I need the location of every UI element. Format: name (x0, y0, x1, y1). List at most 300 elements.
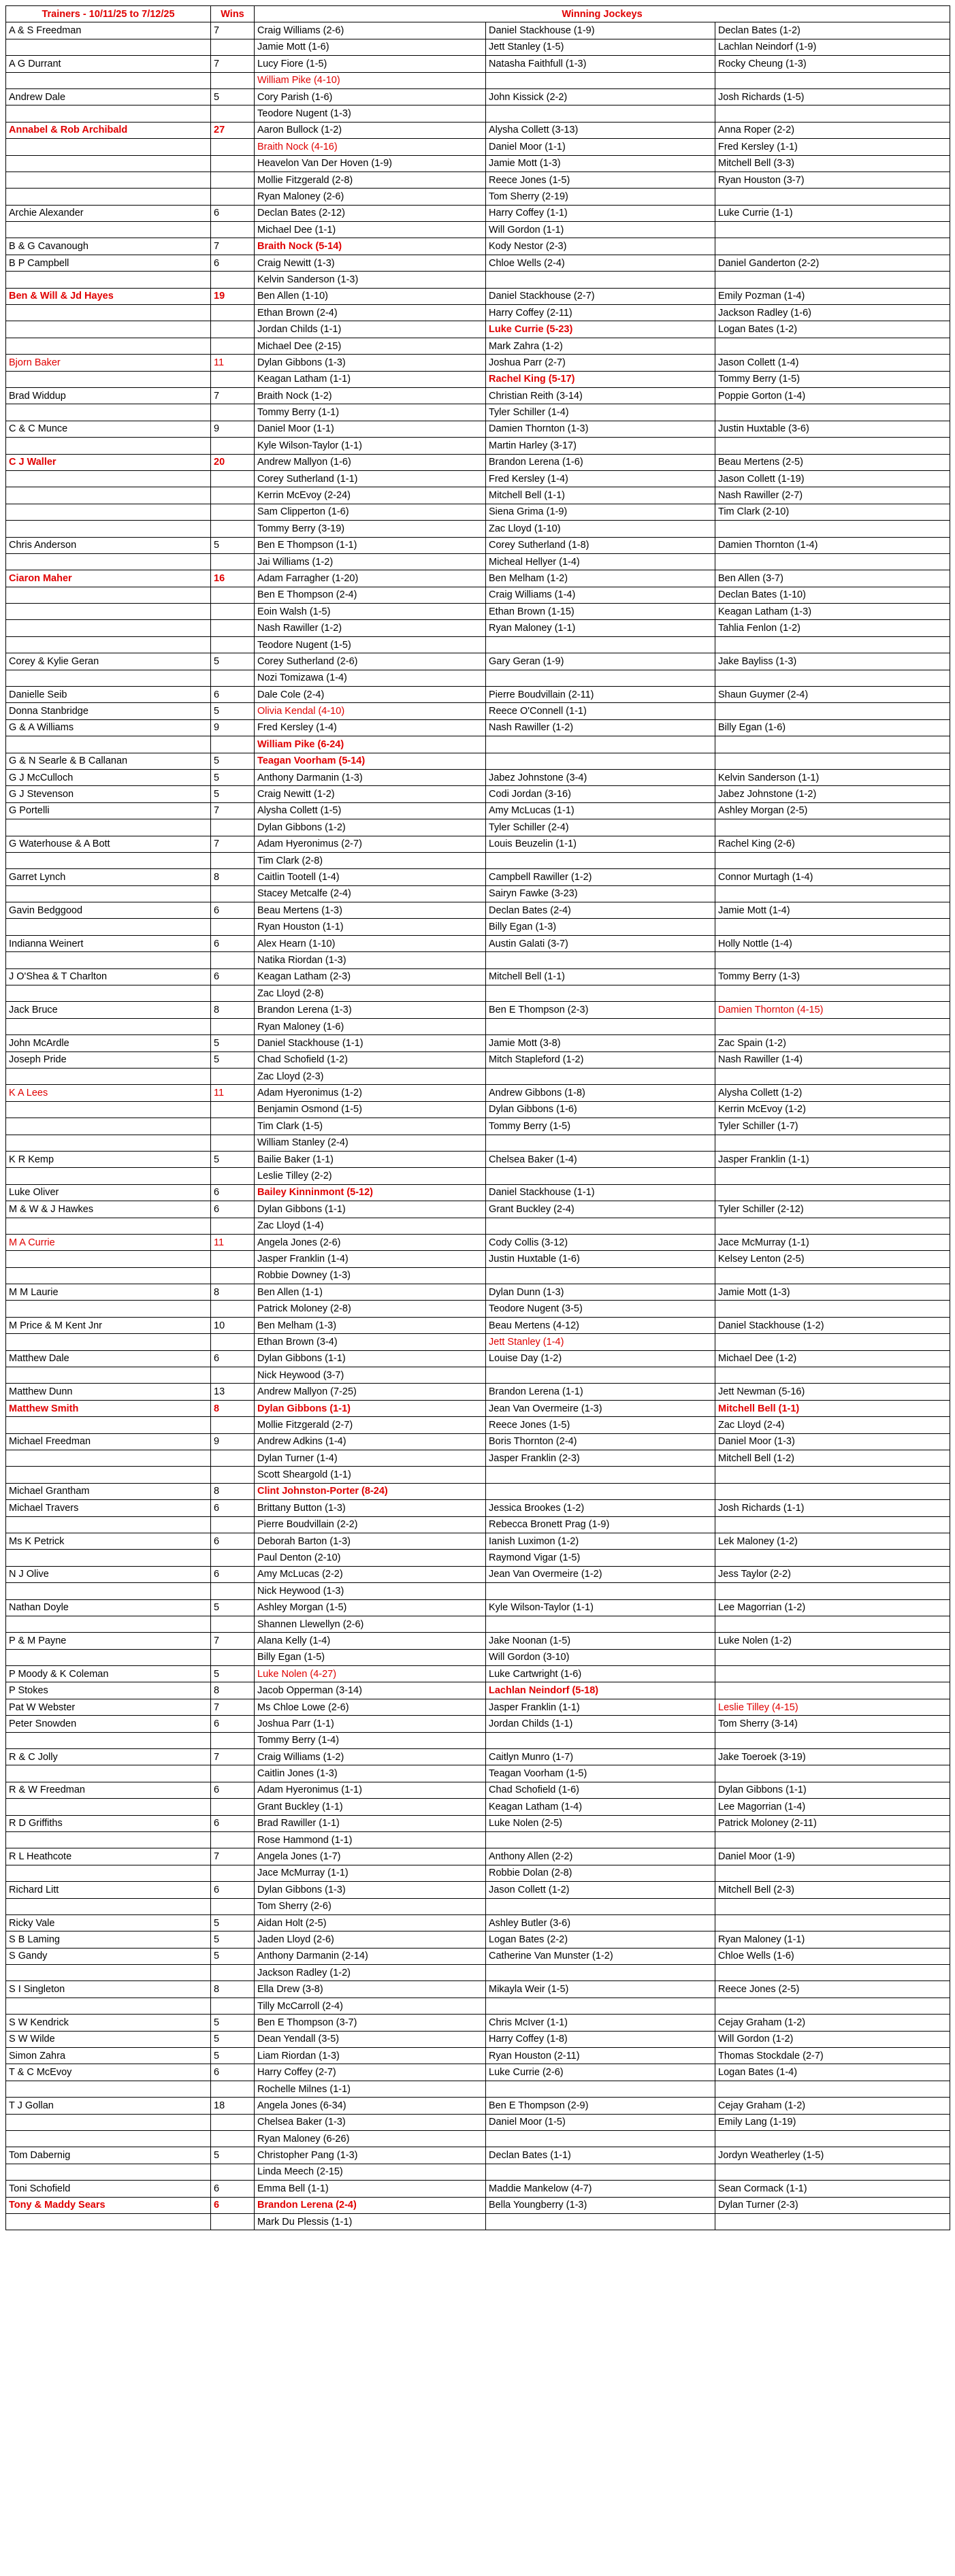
jockey-cell: Ms Chloe Lowe (2-6) (255, 1699, 486, 1715)
jockey-cell: Grant Buckley (1-1) (255, 1799, 486, 1815)
trainer-cell (6, 1998, 211, 2014)
trainer-cell: Chris Anderson (6, 537, 211, 553)
trainer-cell: G J Stevenson (6, 786, 211, 802)
wins-cell: 6 (211, 1533, 255, 1549)
wins-cell (211, 371, 255, 387)
jockey-cell: Jake Bayliss (1-3) (715, 653, 950, 670)
trainer-cell (6, 1267, 211, 1284)
jockey-cell: Jamie Mott (1-6) (255, 39, 486, 55)
trainer-cell (6, 1101, 211, 1118)
jockey-cell: Luke Currie (2-6) (486, 2064, 715, 2081)
wins-cell (211, 39, 255, 55)
table-row (6, 2181, 950, 2197)
jockey-cell: Will Gordon (1-2) (715, 2031, 950, 2047)
wins-cell: 7 (211, 1848, 255, 1865)
table-row (6, 1085, 950, 1101)
table-row (6, 1417, 950, 1433)
table-row (6, 2164, 950, 2180)
wins-cell (211, 321, 255, 338)
wins-cell: 6 (211, 1184, 255, 1201)
jockey-cell: Ethan Brown (1-15) (486, 604, 715, 620)
trainer-cell (6, 2081, 211, 2097)
table-row (6, 985, 950, 1002)
trainer-cell (6, 321, 211, 338)
jockey-cell: Lee Magorrian (1-2) (715, 1599, 950, 1616)
jockey-cell: Austin Galati (3-7) (486, 935, 715, 951)
wins-cell (211, 155, 255, 172)
trainer-cell: S I Singleton (6, 1981, 211, 1998)
jockey-cell: Rochelle Milnes (1-1) (255, 2081, 486, 2097)
wins-cell: 27 (211, 122, 255, 138)
trainer-cell: M Price & M Kent Jnr (6, 1317, 211, 1333)
jockey-cell: Keagan Latham (1-1) (255, 371, 486, 387)
trainer-cell: J O'Shea & T Charlton (6, 968, 211, 985)
jockey-cell: Ben E Thompson (2-4) (255, 587, 486, 603)
wins-cell: 5 (211, 1666, 255, 1682)
wins-cell (211, 1135, 255, 1151)
jockey-cell: Kyle Wilson-Taylor (1-1) (255, 438, 486, 454)
jockey-cell: Dylan Turner (1-4) (255, 1450, 486, 1466)
jockey-cell: Benjamin Osmond (1-5) (255, 1101, 486, 1118)
jockey-cell (715, 189, 950, 205)
jockey-cell: Damien Thornton (1-3) (486, 421, 715, 437)
trainer-cell (6, 2213, 211, 2230)
wins-cell: 6 (211, 1500, 255, 1516)
wins-cell: 7 (211, 238, 255, 255)
jockey-cell (715, 1732, 950, 1748)
wins-cell (211, 2131, 255, 2147)
jockey-cell: Reece Jones (1-5) (486, 1417, 715, 1433)
jockey-cell: Mikayla Weir (1-5) (486, 1981, 715, 1998)
wins-cell: 5 (211, 786, 255, 802)
jockey-cell: Reece O'Connell (1-1) (486, 703, 715, 719)
jockey-cell: Beau Mertens (1-3) (255, 902, 486, 919)
jockey-cell (715, 404, 950, 421)
trainer-cell: B P Campbell (6, 255, 211, 271)
jockey-cell: Keagan Latham (1-3) (715, 604, 950, 620)
jockey-cell: Gary Geran (1-9) (486, 653, 715, 670)
table-row (6, 719, 950, 736)
wins-cell (211, 919, 255, 935)
trainer-cell: Matthew Smith (6, 1400, 211, 1416)
jockey-cell: Fred Kersley (1-4) (255, 719, 486, 736)
wins-cell (211, 1616, 255, 1632)
jockey-cell (486, 670, 715, 686)
wins-cell (211, 553, 255, 570)
jockey-cell: Micheal Hellyer (1-4) (486, 553, 715, 570)
trainer-cell: T & C McEvoy (6, 2064, 211, 2081)
jockey-cell: Jace McMurray (1-1) (715, 1234, 950, 1250)
trainer-cell (6, 1649, 211, 1665)
jockey-cell: Michael Dee (1-2) (715, 1350, 950, 1367)
table-row (6, 1831, 950, 1848)
jockey-cell (715, 553, 950, 570)
jockey-cell (486, 1135, 715, 1151)
table-row (6, 122, 950, 138)
jockey-cell (486, 2213, 715, 2230)
jockey-cell (486, 985, 715, 1002)
jockey-cell: Billy Egan (1-6) (715, 719, 950, 736)
trainer-cell: R L Heathcote (6, 1848, 211, 1865)
jockey-cell: Paul Denton (2-10) (255, 1550, 486, 1566)
jockey-cell: Corey Sutherland (1-8) (486, 537, 715, 553)
trainer-cell (6, 620, 211, 636)
jockey-cell (715, 1018, 950, 1034)
table-row (6, 1284, 950, 1301)
jockey-cell: Jasper Franklin (2-3) (486, 1450, 715, 1466)
table-row (6, 1782, 950, 1798)
wins-cell: 5 (211, 1931, 255, 1948)
table-row (6, 2213, 950, 2230)
jockey-cell: Michael Dee (2-15) (255, 338, 486, 354)
jockey-cell: Leslie Tilley (4-15) (715, 1699, 950, 1715)
jockey-cell (715, 670, 950, 686)
jockey-cell (715, 1550, 950, 1566)
wins-cell: 19 (211, 288, 255, 304)
trainer-cell: Corey & Kylie Geran (6, 653, 211, 670)
jockey-cell: Josh Richards (1-1) (715, 1500, 950, 1516)
jockey-cell (715, 1649, 950, 1665)
jockey-cell: Aaron Bullock (1-2) (255, 122, 486, 138)
jockey-cell (486, 2131, 715, 2147)
jockey-cell: Justin Huxtable (3-6) (715, 421, 950, 437)
trainer-cell (6, 521, 211, 537)
jockey-cell (715, 1666, 950, 1682)
trainer-cell: G & N Searle & B Callanan (6, 753, 211, 769)
jockey-cell: Ethan Brown (3-4) (255, 1334, 486, 1350)
jockey-cell (486, 636, 715, 653)
table-row (6, 1914, 950, 1931)
jockey-cell: Ben Allen (1-1) (255, 1284, 486, 1301)
jockey-cell: Natika Riordan (1-3) (255, 952, 486, 968)
jockey-cell: Bailey Kinninmont (5-12) (255, 1184, 486, 1201)
jockey-cell: Mitchell Bell (1-2) (715, 1450, 950, 1466)
jockey-cell: Robbie Downey (1-3) (255, 1267, 486, 1284)
trainer-cell: Archie Alexander (6, 205, 211, 221)
jockey-cell: Fred Kersley (1-4) (486, 470, 715, 487)
trainer-cell: Joseph Pride (6, 1051, 211, 1068)
trainer-cell (6, 139, 211, 155)
jockey-cell: Jai Williams (1-2) (255, 553, 486, 570)
table-row (6, 1898, 950, 1914)
wins-cell (211, 189, 255, 205)
jockey-cell: Luke Nolen (4-27) (255, 1666, 486, 1682)
wins-cell: 5 (211, 1948, 255, 1964)
trainer-cell (6, 1251, 211, 1267)
wins-cell (211, 105, 255, 122)
jockey-cell: Campbell Rawiller (1-2) (486, 869, 715, 885)
trainer-cell (6, 504, 211, 520)
trainer-cell: P & M Payne (6, 1633, 211, 1649)
table-row (6, 1716, 950, 1732)
wins-cell (211, 620, 255, 636)
jockey-cell: Mitch Stapleford (1-2) (486, 1051, 715, 1068)
jockey-cell: Ryan Maloney (2-6) (255, 189, 486, 205)
wins-cell (211, 736, 255, 753)
jockey-cell: Lee Magorrian (1-4) (715, 1799, 950, 1815)
wins-cell: 5 (211, 2015, 255, 2031)
jockey-cell: Christian Reith (3-14) (486, 387, 715, 404)
header-row (6, 6, 950, 22)
jockey-cell: Ben E Thompson (3-7) (255, 2015, 486, 2031)
jockey-cell: Michael Dee (1-1) (255, 222, 486, 238)
jockey-cell: Tyler Schiller (1-7) (715, 1118, 950, 1135)
table-row (6, 1350, 950, 1367)
table-row (6, 222, 950, 238)
wins-cell (211, 222, 255, 238)
wins-cell: 5 (211, 703, 255, 719)
wins-cell: 7 (211, 1699, 255, 1715)
table-row (6, 1699, 950, 1715)
trainer-cell (6, 1301, 211, 1317)
trainer-cell (6, 1218, 211, 1234)
trainer-cell (6, 404, 211, 421)
jockey-cell: Jess Taylor (2-2) (715, 1566, 950, 1582)
jockey-cell (486, 1168, 715, 1184)
table-row (6, 587, 950, 603)
table-row (6, 1848, 950, 1865)
jockey-cell (715, 736, 950, 753)
wins-cell: 5 (211, 2048, 255, 2064)
table-row (6, 205, 950, 221)
table-row (6, 2015, 950, 2031)
jockey-cell: Tim Clark (2-8) (255, 852, 486, 868)
jockey-cell (486, 1069, 715, 1085)
jockey-cell: Craig Newitt (1-3) (255, 255, 486, 271)
jockey-cell (486, 1218, 715, 1234)
table-row (6, 1483, 950, 1499)
trainer-cell (6, 1118, 211, 1135)
wins-cell (211, 1069, 255, 1085)
trainer-cell (6, 985, 211, 1002)
table-row (6, 1649, 950, 1665)
jockey-cell (715, 1583, 950, 1599)
jockey-cell (486, 753, 715, 769)
wins-cell (211, 1450, 255, 1466)
jockey-cell (486, 1998, 715, 2014)
wins-cell (211, 487, 255, 504)
table-row (6, 438, 950, 454)
table-row (6, 968, 950, 985)
wins-cell (211, 1831, 255, 1848)
jockey-cell: Eoin Walsh (1-5) (255, 604, 486, 620)
trainer-cell (6, 1450, 211, 1466)
trainer-cell (6, 222, 211, 238)
table-row (6, 1799, 950, 1815)
jockey-cell: Jordan Childs (1-1) (255, 321, 486, 338)
trainer-cell: K R Kemp (6, 1151, 211, 1167)
table-row (6, 1051, 950, 1068)
table-row (6, 1201, 950, 1218)
jockey-cell: Shaun Guymer (2-4) (715, 687, 950, 703)
wins-cell: 10 (211, 1317, 255, 1333)
trainer-cell (6, 553, 211, 570)
wins-cell (211, 1799, 255, 1815)
jockey-cell: Ben Allen (1-10) (255, 288, 486, 304)
jockey-cell: Caitlin Tootell (1-4) (255, 869, 486, 885)
trainer-cell: M & W & J Hawkes (6, 1201, 211, 1218)
jockey-cell (486, 1467, 715, 1483)
jockey-cell: Jett Stanley (1-4) (486, 1334, 715, 1350)
table-row (6, 1467, 950, 1483)
jockey-cell (715, 1765, 950, 1782)
table-row (6, 636, 950, 653)
jockey-cell: Harry Coffey (1-8) (486, 2031, 715, 2047)
jockey-cell: Chloe Wells (1-6) (715, 1948, 950, 1964)
wins-cell: 8 (211, 1981, 255, 1998)
table-row (6, 487, 950, 504)
jockey-cell: Ben E Thompson (2-9) (486, 2098, 715, 2114)
jockey-cell: Daniel Moor (1-5) (486, 2114, 715, 2130)
jockey-cell: Mitchell Bell (1-1) (486, 487, 715, 504)
table-row (6, 1965, 950, 1981)
jockey-cell (715, 852, 950, 868)
trainer-cell: Andrew Dale (6, 88, 211, 105)
jockey-cell: Jason Collett (1-19) (715, 470, 950, 487)
table-row (6, 919, 950, 935)
jockey-cell: Andrew Gibbons (1-8) (486, 1085, 715, 1101)
trainer-cell: K A Lees (6, 1085, 211, 1101)
jockey-cell: Chelsea Baker (1-3) (255, 2114, 486, 2130)
table-row (6, 1251, 950, 1267)
trainer-cell: G J McCulloch (6, 769, 211, 785)
jockey-cell: Jean Van Overmeire (1-2) (486, 1566, 715, 1582)
wins-cell (211, 1168, 255, 1184)
jockey-cell (715, 952, 950, 968)
table-row (6, 687, 950, 703)
jockey-cell: Nash Rawiller (1-2) (486, 719, 715, 736)
jockey-cell: Brandon Lerena (1-6) (486, 454, 715, 470)
table-row (6, 1234, 950, 1250)
wins-cell: 6 (211, 1815, 255, 1831)
trainer-cell: R D Griffiths (6, 1815, 211, 1831)
wins-cell (211, 1965, 255, 1981)
table-row (6, 1218, 950, 1234)
wins-cell (211, 2114, 255, 2130)
jockey-cell: Nash Rawiller (2-7) (715, 487, 950, 504)
table-row (6, 272, 950, 288)
jockey-cell: Cejay Graham (1-2) (715, 2015, 950, 2031)
jockey-cell: Keagan Latham (2-3) (255, 968, 486, 985)
wins-cell (211, 952, 255, 968)
jockey-cell (715, 105, 950, 122)
jockey-cell: Adam Hyeronimus (1-1) (255, 1782, 486, 1798)
table-row (6, 1184, 950, 1201)
jockey-cell: Alysha Collett (1-5) (255, 802, 486, 819)
trainer-cell (6, 885, 211, 902)
jockey-cell: Jamie Mott (1-3) (715, 1284, 950, 1301)
jockey-cell: Chad Schofield (1-2) (255, 1051, 486, 1068)
jockey-cell: Tim Clark (2-10) (715, 504, 950, 520)
jockey-cell: Chloe Wells (2-4) (486, 255, 715, 271)
jockey-cell (715, 1135, 950, 1151)
jockey-cell: Liam Riordan (1-3) (255, 2048, 486, 2064)
jockey-cell: Caitlin Jones (1-3) (255, 1765, 486, 1782)
trainer-cell: M A Currie (6, 1234, 211, 1250)
jockey-cell: Emily Pozman (1-4) (715, 288, 950, 304)
jockey-cell: Jordan Childs (1-1) (486, 1716, 715, 1732)
wins-cell (211, 604, 255, 620)
table-row (6, 786, 950, 802)
jockey-cell (715, 2081, 950, 2097)
jockey-cell: Brittany Button (1-3) (255, 1500, 486, 1516)
jockey-cell: Pierre Boudvillain (2-11) (486, 687, 715, 703)
trainer-cell (6, 1799, 211, 1815)
jockey-cell: Fred Kersley (1-1) (715, 139, 950, 155)
wins-cell: 6 (211, 1716, 255, 1732)
table-row (6, 1666, 950, 1682)
trainer-cell (6, 338, 211, 354)
jockey-cell (486, 1267, 715, 1284)
jockey-cell: Kody Nestor (2-3) (486, 238, 715, 255)
jockey-cell: Jamie Mott (3-8) (486, 1035, 715, 1051)
trainer-cell: Tony & Maddy Sears (6, 2197, 211, 2213)
table-row (6, 1749, 950, 1765)
jockey-cell: Daniel Stackhouse (1-2) (715, 1317, 950, 1333)
jockey-cell (715, 985, 950, 1002)
wins-cell: 11 (211, 1234, 255, 1250)
wins-cell: 5 (211, 653, 255, 670)
jockey-cell: Anthony Darmanin (2-14) (255, 1948, 486, 1964)
jockey-cell: Cody Collis (3-12) (486, 1234, 715, 1250)
trainer-cell: G Waterhouse & A Bott (6, 836, 211, 852)
wins-cell: 5 (211, 1151, 255, 1167)
trainer-cell (6, 1732, 211, 1748)
table-row (6, 620, 950, 636)
jockey-cell: Luke Currie (1-1) (715, 205, 950, 221)
jockey-cell: Zac Lloyd (2-3) (255, 1069, 486, 1085)
jockey-cell: Lachlan Neindorf (1-9) (715, 39, 950, 55)
trainer-cell: S Gandy (6, 1948, 211, 1964)
jockey-cell: Bella Youngberry (1-3) (486, 2197, 715, 2213)
jockey-cell (486, 1732, 715, 1748)
table-row (6, 1981, 950, 1998)
jockey-cell: Jett Newman (5-16) (715, 1384, 950, 1400)
jockey-cell: Christopher Pang (1-3) (255, 2147, 486, 2164)
jockey-cell: Codi Jordan (3-16) (486, 786, 715, 802)
jockey-cell: Tommy Berry (1-4) (255, 1732, 486, 1748)
trainer-cell: Simon Zahra (6, 2048, 211, 2064)
wins-cell (211, 670, 255, 686)
table-row (6, 404, 950, 421)
jockey-cell: Mitchell Bell (1-1) (486, 968, 715, 985)
wins-cell: 6 (211, 255, 255, 271)
jockey-cell: Jamie Mott (1-4) (715, 902, 950, 919)
wins-cell: 11 (211, 355, 255, 371)
table-row (6, 1334, 950, 1350)
trainer-cell: Ben & Will & Jd Hayes (6, 288, 211, 304)
table-row (6, 1998, 950, 2014)
table-row (6, 1135, 950, 1151)
wins-cell (211, 1267, 255, 1284)
jockey-cell: Teodore Nugent (1-3) (255, 105, 486, 122)
table-row (6, 371, 950, 387)
jockey-cell (715, 1301, 950, 1317)
jockey-cell: Beau Mertens (2-5) (715, 454, 950, 470)
jockey-cell: Natasha Faithfull (1-3) (486, 56, 715, 72)
jockey-cell: Olivia Kendal (4-10) (255, 703, 486, 719)
jockey-cell: Declan Bates (1-1) (486, 2147, 715, 2164)
jockey-cell: Dale Cole (2-4) (255, 687, 486, 703)
jockey-cell: Brandon Lerena (1-1) (486, 1384, 715, 1400)
table-row (6, 2147, 950, 2164)
wins-cell: 11 (211, 1085, 255, 1101)
wins-cell: 6 (211, 205, 255, 221)
wins-cell: 7 (211, 802, 255, 819)
table-row (6, 1566, 950, 1582)
jockey-cell: Dylan Gibbons (1-6) (486, 1101, 715, 1118)
jockey-cell (715, 272, 950, 288)
